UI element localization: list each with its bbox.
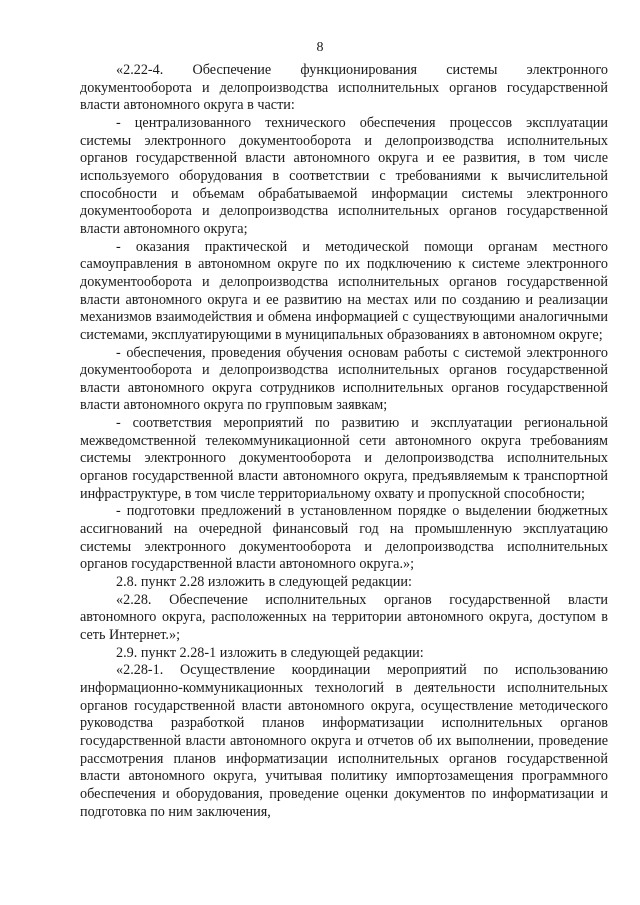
paragraph-2-28-text: «2.28. Обеспечение исполнительных органов государственной власти автономного округа, расположенных на территории автономного округа, доступом в сеть Интернет.»; — [80, 591, 608, 643]
paragraph-centralized-support: - централизованного технического обеспечения процессов эксплуатации системы электронного документооборота и делопроизводства исполнительных органов государственной власти автономного округа и ее развития, в том числе используемого оборудования в соответствии с требованиями к вычислительной способности и объемам обрабатываемой информации системы электронного документооборота и делопроизводства исполнительных органов государственной власти автономного округа; — [80, 114, 608, 237]
document-body — [80, 62, 608, 821]
paragraph-network-compliance: - соответствия мероприятий по развитию и эксплуатации региональной межведомственной телекоммуникационной сети автономного округа требованиям системы электронного документооборота и делопроизводства исполнительных органов государственной власти автономного округа, предъявляемым к транспортной инфраструктуре, в том числе территориальному охвату и пропускной способности; — [80, 415, 608, 502]
page-number: 8 — [316, 40, 324, 55]
paragraph-2-8-instruction: 2.8. пункт 2.28 изложить в следующей редакции: — [116, 574, 412, 591]
paragraph-2-22-4-heading: «2.22-4. Обеспечение функционирования системы электронного документооборота и делопроизводства исполнительных органов государственной власти автономного округа в части: — [80, 62, 608, 114]
paragraph-training: - обеспечения, проведения обучения основам работы с системой электронного документооборота и делопроизводства исполнительных органов государственной власти автономного округа сотрудников исполнительных органов государственной власти автономного округа по групповым заявкам; — [80, 344, 608, 414]
paragraph-practical-assistance: - оказания практической и методической помощи органам местного самоуправления в автономном округе по их подключению к системе электронного документооборота и делопроизводства исполнительных органов государственной власти автономного округа и ее развитию на местах или по созданию и реализации механизмов взаимодействия и обмена информацией с существующими аналогичными системами, эксплуатирующими в муниципальных образованиях в автономном округе; — [80, 238, 608, 343]
paragraph-2-9-instruction: 2.9. пункт 2.28-1 изложить в следующей редакции: — [116, 644, 424, 661]
paragraph-budget-proposals: - подготовки предложений в установленном порядке о выделении бюджетных ассигнований на очередной финансовый год на промышленную эксплуатацию системы электронного документооборота и делопроизводства исполнительных органов государственной власти автономного округа.»; — [80, 503, 608, 573]
paragraph-2-28-1-text: «2.28-1. Осуществление координации мероприятий по использованию информационно-коммуникационных технологий в деятельности исполнительных органов государственной власти автономного округа, осуществление методического руководства разработкой планов информатизации исполнительных органов государственной власти автономного округа и отчетов об их выполнении, проведение рассмотрения планов информатизации исполнительных органов государственной власти автономного округа, учитывая политику импортозамещения программного обеспечения и оборудования, проведение оценки документов по информатизации и подготовка по ним заключения, — [80, 662, 608, 820]
